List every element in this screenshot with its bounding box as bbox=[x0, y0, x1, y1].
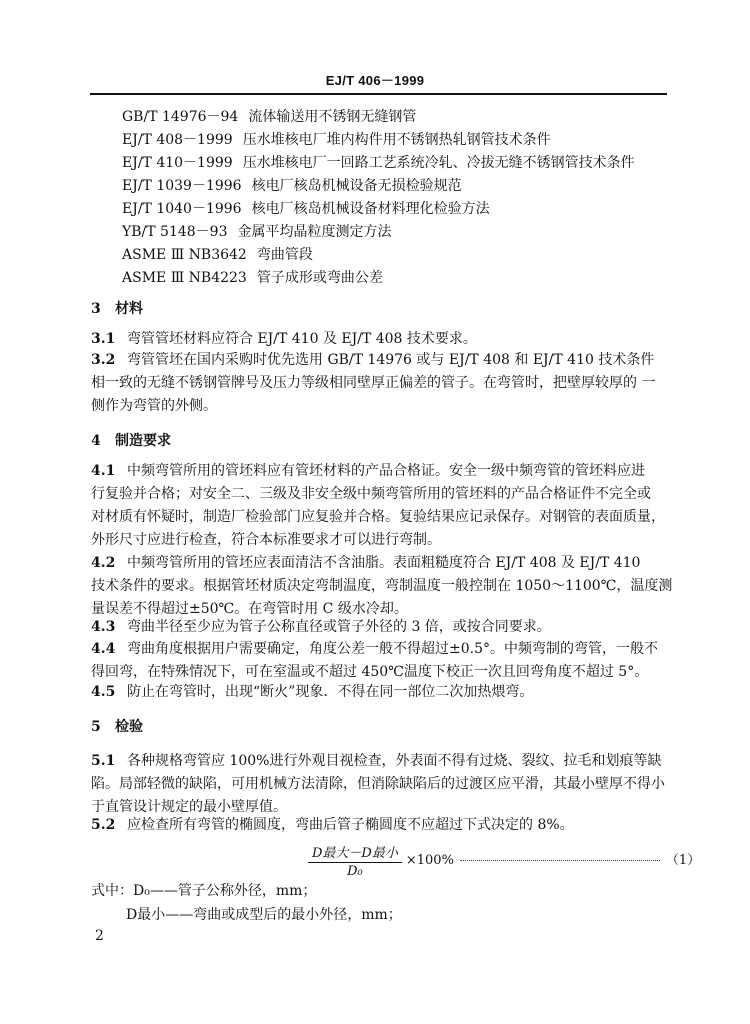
clause-line: 应检查所有弯管的椭圆度，弯曲后管子椭圆度不应超过下式决定的 8%。 bbox=[127, 817, 574, 833]
formula-fraction bbox=[308, 842, 402, 879]
clause-line: 弯曲半径至少应为管子公称直径或管子外径的 3 倍，或按合同要求。 bbox=[127, 619, 551, 635]
reference-code: EJ/T 410－1999 bbox=[122, 155, 233, 171]
reference-title: 弯曲管段 bbox=[256, 247, 313, 263]
page-number: 2 bbox=[95, 928, 104, 944]
section-heading-3 bbox=[91, 298, 143, 318]
formula-leader-dots bbox=[460, 860, 660, 861]
clause-number: 5.2 bbox=[91, 817, 116, 833]
reference-item bbox=[122, 131, 551, 149]
section-number: 3 bbox=[91, 301, 101, 317]
reference-item bbox=[122, 177, 462, 195]
clause-4-3 bbox=[91, 616, 665, 639]
clause-number: 4.3 bbox=[91, 619, 116, 635]
clause-line: 侧作为弯管的外侧。 bbox=[91, 398, 217, 414]
section-number: 5 bbox=[91, 719, 101, 735]
clause-line: 于直管设计规定的最小壁厚值。 bbox=[91, 799, 287, 815]
formula-numerator: D最大－D最小 bbox=[308, 842, 402, 863]
clause-line: 量误差不得超过±50℃。在弯管时用 C 级水冷却。 bbox=[91, 601, 408, 617]
clause-line: 对材质有怀疑时，制造厂检验部门应复验并合格。复验结果应记录保存。对钢管的表面质量， bbox=[91, 509, 665, 525]
clause-4-1 bbox=[91, 460, 665, 552]
section-number: 4 bbox=[91, 433, 101, 449]
reference-title: 压水堆核电厂堆内构件用不锈钢热轧钢管技术条件 bbox=[242, 132, 551, 148]
reference-title: 金属平均晶粒度测定方法 bbox=[237, 224, 392, 240]
reference-title: 管子成形或弯曲公差 bbox=[256, 270, 383, 286]
clause-line: 弯管管坯材料应符合 EJ/T 410 及 EJ/T 408 技术要求。 bbox=[127, 331, 477, 347]
clause-line: 中频弯管所用的管坯应表面清洁不含油脂。表面粗糙度符合 EJ/T 408 及 EJ/T 410 bbox=[127, 555, 641, 571]
reference-item bbox=[122, 154, 635, 172]
section-title: 检验 bbox=[115, 719, 143, 735]
reference-code: ASME Ⅲ NB4223 bbox=[122, 270, 247, 286]
reference-code: ASME Ⅲ NB3642 bbox=[122, 247, 247, 263]
clause-number: 4.1 bbox=[91, 463, 116, 479]
where-line: 式中：D₀——管子公称外径，mm； bbox=[91, 883, 317, 899]
clause-number: 3.1 bbox=[91, 331, 116, 347]
formula-factor: ×100% bbox=[405, 853, 454, 868]
clause-4-5 bbox=[91, 681, 665, 704]
reference-code: EJ/T 1039－1996 bbox=[122, 178, 242, 194]
reference-item bbox=[122, 200, 490, 218]
clause-number: 4.4 bbox=[91, 641, 116, 657]
clause-5-1 bbox=[91, 750, 665, 819]
reference-title: 压水堆核电厂一回路工艺系统冷轧、冷拔无缝不锈钢管技术条件 bbox=[242, 155, 635, 171]
header-rule bbox=[90, 93, 667, 95]
clause-line: 陷。局部轻微的缺陷，可用机械方法清除，但消除缺陷后的过渡区应平滑，其最小壁厚不得小 bbox=[91, 776, 665, 792]
reference-code: EJ/T 408－1999 bbox=[122, 132, 233, 148]
clause-3-2 bbox=[91, 349, 665, 418]
reference-item bbox=[122, 223, 391, 241]
section-title: 材料 bbox=[115, 301, 143, 317]
clause-line: 技术条件的要求。根据管坯材质决定弯制温度，弯制温度一般控制在 1050～1100℃，温度测 bbox=[91, 578, 673, 594]
equation-number: （1） bbox=[665, 853, 701, 868]
clause-number: 4.2 bbox=[91, 555, 116, 571]
clause-line: 各种规格弯管应 100%进行外观目视检查，外表面不得有过烧、裂纹、拉毛和划痕等缺 bbox=[127, 753, 662, 769]
clause-line: 弯管管坯在国内采购时优先选用 GB/T 14976 或与 EJ/T 408 和 EJ/T 410 技术条件 bbox=[127, 352, 655, 368]
clause-4-2 bbox=[91, 552, 673, 621]
reference-code: YB/T 5148－93 bbox=[122, 224, 228, 240]
clause-number: 5.1 bbox=[91, 753, 116, 769]
reference-title: 流体输送用不锈钢无缝钢管 bbox=[248, 109, 417, 125]
formula-denominator: D₀ bbox=[347, 864, 363, 879]
clause-line: 得回弯，在特殊情况下，可在室温或不超过 450℃温度下校正一次且回弯角度不超过 5°。 bbox=[91, 664, 649, 680]
running-header: EJ/T 406－1999 bbox=[325, 73, 425, 88]
ovality-formula bbox=[308, 842, 700, 879]
clause-3-1 bbox=[91, 328, 665, 351]
section-title: 制造要求 bbox=[115, 433, 171, 449]
clause-number: 4.5 bbox=[91, 684, 116, 700]
where-line: D最小——弯曲或成型后的最小外径，mm； bbox=[126, 907, 402, 923]
clause-number: 3.2 bbox=[91, 352, 116, 368]
clause-line: 相一致的无缝不锈钢管牌号及压力等级相同壁厚正偏差的管子。在弯管时，把壁厚较厚的 一 bbox=[91, 375, 656, 391]
reference-item bbox=[122, 269, 383, 287]
clause-line: 行复验并合格；对安全二、三级及非安全级中频弯管所用的管坯料的产品合格证件不完全或 bbox=[91, 486, 651, 502]
reference-item bbox=[122, 108, 416, 126]
reference-item bbox=[122, 246, 313, 264]
reference-code: EJ/T 1040－1996 bbox=[122, 201, 242, 217]
clause-5-2 bbox=[91, 814, 665, 837]
reference-code: GB/T 14976－94 bbox=[122, 109, 239, 125]
clause-line: 中频弯管所用的管坯料应有管坯材料的产品合格证。安全一级中频弯管的管坯料应进 bbox=[127, 463, 645, 479]
clause-line: 外形尺寸应进行检查，符合本标准要求才可以进行弯制。 bbox=[91, 532, 441, 548]
reference-title: 核电厂核岛机械设备材料理化检验方法 bbox=[251, 201, 490, 217]
section-heading-4 bbox=[91, 430, 171, 450]
section-heading-5 bbox=[91, 716, 143, 736]
clause-line: 防止在弯管时，出现“断火”现象．不得在同一部位二次加热煨弯。 bbox=[127, 684, 534, 700]
clause-line: 弯曲角度根据用户需要确定，角度公差一般不得超过±0.5°。中频弯制的弯管，一般不 bbox=[127, 641, 658, 657]
clause-4-4 bbox=[91, 638, 665, 684]
reference-title: 核电厂核岛机械设备无损检验规范 bbox=[251, 178, 462, 194]
